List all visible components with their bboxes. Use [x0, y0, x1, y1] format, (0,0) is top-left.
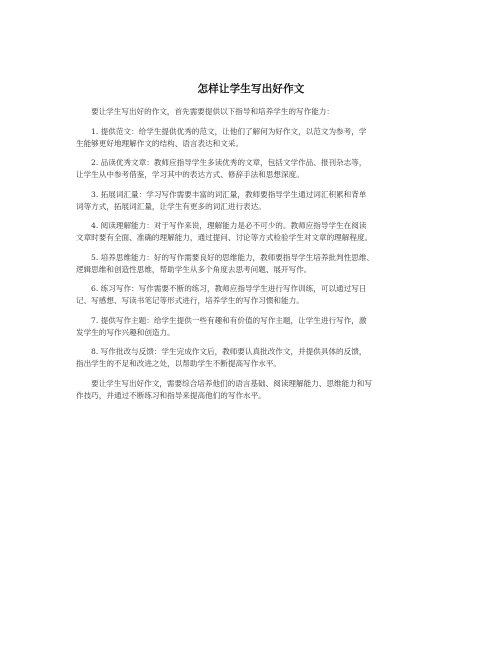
page-title: 怎样让学生写出好作文: [197, 83, 305, 95]
list-item-1: [76, 126, 426, 150]
list-item-3: [76, 189, 426, 213]
paragraph-line: 生能够更好地理解作文的结构、语言表达和文采。: [76, 138, 244, 148]
paragraph-line: 文章时要有全面、准确的理解能力，通过提问、讨论等方式检验学生对文章的理解程度。: [76, 233, 373, 242]
document-body: [76, 106, 426, 409]
intro-paragraph: [76, 106, 426, 118]
paragraph-line: 要让学生写出好的作文，首先需要提供以下指导和培养学生的写作能力：: [91, 107, 334, 116]
list-item-5: [76, 252, 426, 276]
paragraph-line: 逻辑思维和创造性思维，帮助学生从多个角度去思考问题、展开写作。: [76, 264, 312, 274]
paragraph-line: 记、写感想、写读书笔记等形式进行，培养学生的写作习惯和能力。: [76, 296, 304, 305]
list-item-6: [76, 283, 426, 307]
list-item-8: [76, 346, 426, 370]
paragraph-line: 要让学生写出好作文，需要综合培养他们的语言基础、阅读理解能力、思维能力和写: [91, 378, 372, 388]
paragraph-line: 5. 培养思维能力：好的写作需要良好的思维能力，教师要指导学生培养批判性思维、: [91, 252, 375, 262]
paragraph-line: 3. 拓展词汇量：学习写作需要丰富的词汇量，教师要指导学生通过词汇积累和背单: [91, 189, 367, 199]
list-item-2: [76, 157, 426, 181]
paragraph-line: 词等方式，拓展词汇量，让学生有更多的词汇进行表达。: [76, 201, 266, 211]
list-item-4: [76, 220, 426, 244]
paragraph-line: 6. 练习写作：写作需要不断的练习，教师应指导学生进行写作训练，可以通过写日: [91, 284, 367, 293]
paragraph-line: 指出学生的不足和改进之处，以帮助学生不断提高写作水平。: [76, 359, 282, 368]
paragraph-line: 作技巧，并通过不断练习和指导来提高他们的写作水平。: [76, 390, 266, 400]
paragraph-line: 让学生从中参考借鉴，学习其中的表达方式、修辞手法和思想深度。: [76, 170, 304, 179]
paragraph-line: 2. 品读优秀文章：教师应指导学生多读优秀的文章，包括文学作品、报刊杂志等，: [91, 158, 367, 167]
conclusion-paragraph: [76, 378, 426, 402]
paragraph-line: 1. 提供范文：给学生提供优秀的范文，让他们了解何为好作文，以范文为参考，学: [91, 126, 367, 136]
paragraph-line: 7. 提供写作主题：给学生提供一些有趣和有价值的写作主题，让学生进行写作，激: [91, 315, 367, 325]
list-item-7: [76, 315, 426, 339]
paragraph-line: 发学生的写作兴趣和创造力。: [76, 327, 175, 337]
paragraph-line: 4. 阅读理解能力：对于写作来说，理解能力是必不可少的。教师应指导学生在阅读: [91, 221, 367, 230]
paragraph-line: 8. 写作批改与反馈：学生完成作文后，教师要认真批改作文，并提供具体的反馈，: [91, 347, 367, 356]
